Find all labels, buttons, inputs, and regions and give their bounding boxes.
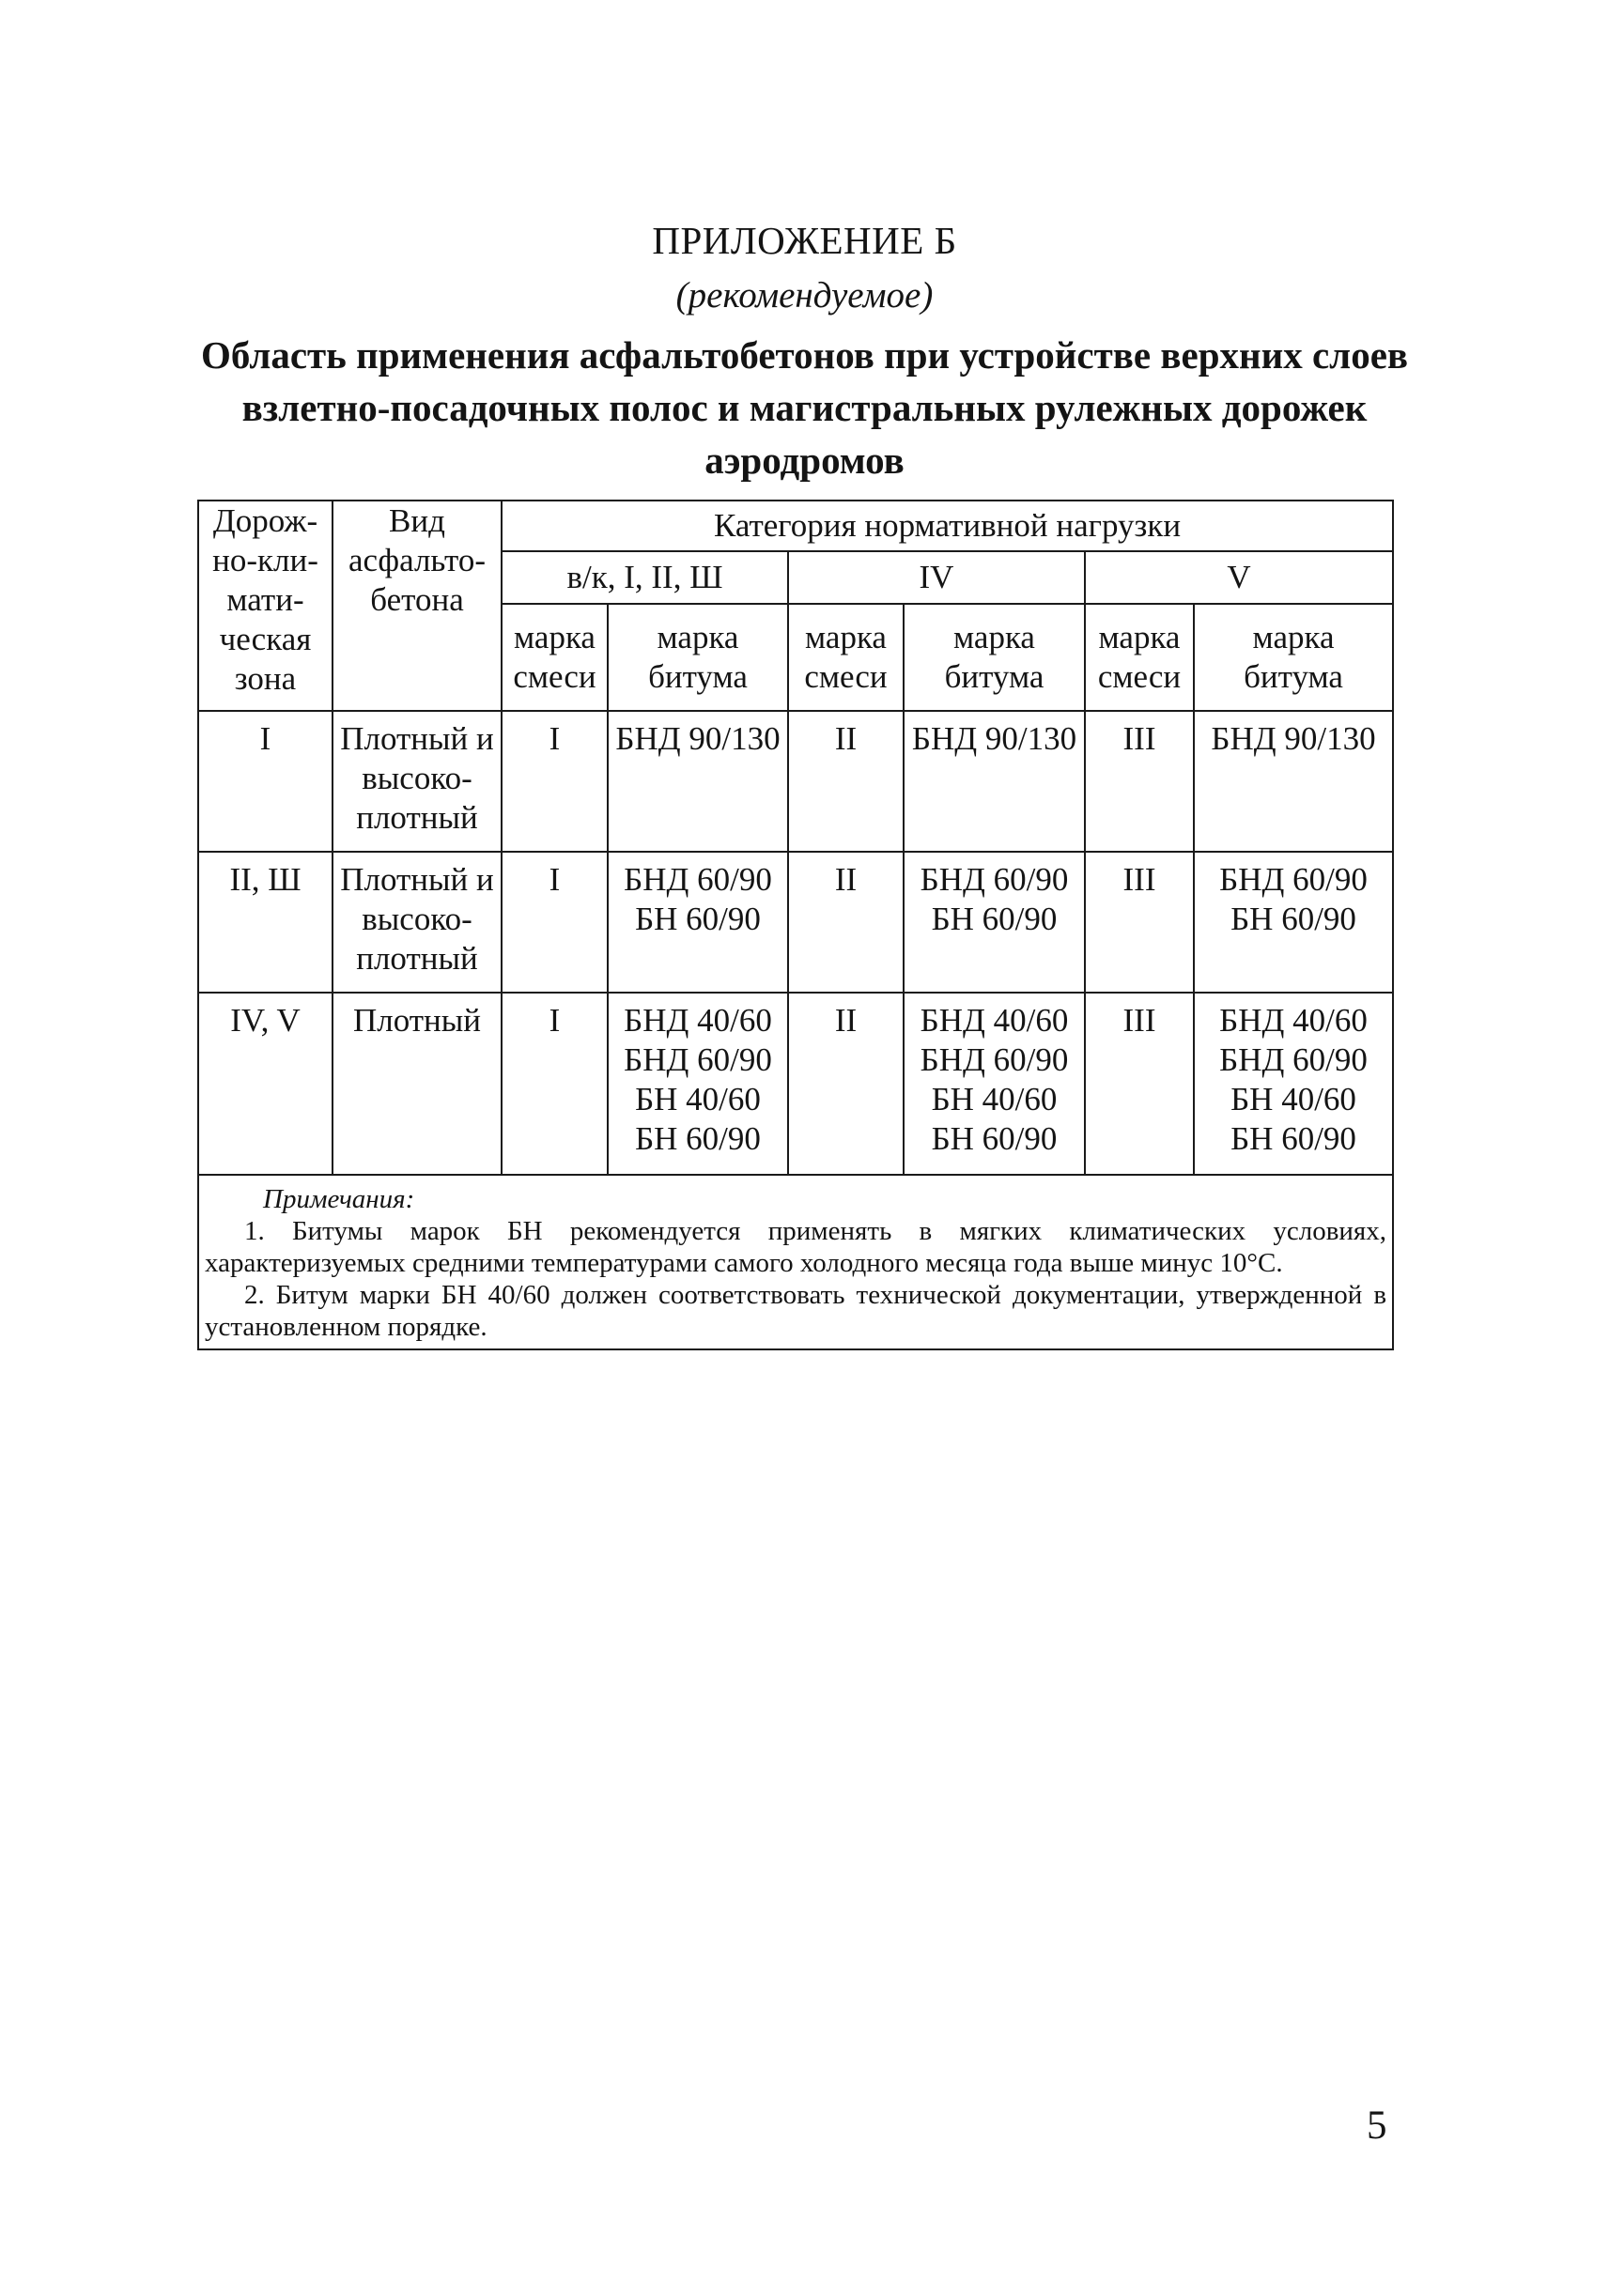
cell-bitumen: БНД 60/90 БН 60/90: [1194, 852, 1393, 993]
notes-title: Примечания:: [263, 1184, 415, 1214]
cell-mix: II: [788, 993, 904, 1175]
cell-type: Плотный и высоко- плотный: [333, 711, 502, 852]
cell-zone: II, Ш: [198, 852, 333, 993]
cell-bitumen: БНД 60/90 БН 60/90: [904, 852, 1085, 993]
cell-mix: III: [1085, 711, 1194, 852]
cell-bitumen: БНД 90/130: [904, 711, 1085, 852]
cell-mix: II: [788, 711, 904, 852]
header-category-1: в/к, I, II, Ш: [502, 551, 788, 604]
cell-type: Плотный: [333, 993, 502, 1175]
cell-mix: I: [502, 993, 608, 1175]
header-mix-grade: марка смеси: [502, 604, 608, 711]
header-category-2: IV: [788, 551, 1085, 604]
header-load-category: Категория нормативной нагрузки: [502, 501, 1393, 551]
header-category-3: V: [1085, 551, 1393, 604]
cell-zone: IV, V: [198, 993, 333, 1175]
note-item: 1. Битумы марок БН рекомендуется применять в мягких климатических условиях, характеризуемых средними температурами самого холодного месяца года выше минус 10°С.: [205, 1216, 1387, 1278]
header-zone: Дорож- но-кли- мати- ческая зона: [198, 501, 333, 711]
appendix-title: ПРИЛОЖЕНИЕ Б: [652, 219, 957, 262]
header-concrete-type: Вид асфальто- бетона: [333, 501, 502, 711]
table-row: [198, 711, 1393, 852]
notes-cell: [198, 1175, 1393, 1349]
document-heading: Область применения асфальтобетонов при устройстве верхних слоев взлетно-посадочных полос и магистральных рулежных дорожек аэродромов: [200, 333, 1409, 482]
cell-bitumen: БНД 90/130: [608, 711, 788, 852]
cell-bitumen: БНД 60/90 БН 60/90: [608, 852, 788, 993]
header-bitumen-grade: марка битума: [1194, 604, 1393, 711]
header-bitumen-grade: марка битума: [904, 604, 1085, 711]
cell-mix: II: [788, 852, 904, 993]
header-mix-grade: марка смеси: [1085, 604, 1194, 711]
cell-bitumen: БНД 90/130: [1194, 711, 1393, 852]
table-header-row: [198, 501, 1393, 551]
cell-bitumen: БНД 40/60 БНД 60/90 БН 40/60 БН 60/90: [904, 993, 1085, 1175]
header-mix-grade: марка смеси: [788, 604, 904, 711]
table-row: [198, 852, 1393, 993]
note-item: 2. Битум марки БН 40/60 должен соответствовать технической документации, утвержденной в установленном порядке.: [205, 1280, 1387, 1342]
cell-mix: III: [1085, 852, 1194, 993]
header-bitumen-grade: марка битума: [608, 604, 788, 711]
cell-mix: I: [502, 852, 608, 993]
cell-zone: I: [198, 711, 333, 852]
appendix-subtitle: (рекомендуемое): [675, 275, 934, 316]
notes-row: [198, 1175, 1393, 1349]
cell-bitumen: БНД 40/60 БНД 60/90 БН 40/60 БН 60/90: [608, 993, 788, 1175]
asphalt-application-table: [197, 500, 1394, 1350]
cell-bitumen: БНД 40/60 БНД 60/90 БН 40/60 БН 60/90: [1194, 993, 1393, 1175]
cell-mix: I: [502, 711, 608, 852]
cell-type: Плотный и высоко- плотный: [333, 852, 502, 993]
page-number: 5: [1367, 2103, 1387, 2148]
cell-mix: III: [1085, 993, 1194, 1175]
table-row: [198, 993, 1393, 1175]
